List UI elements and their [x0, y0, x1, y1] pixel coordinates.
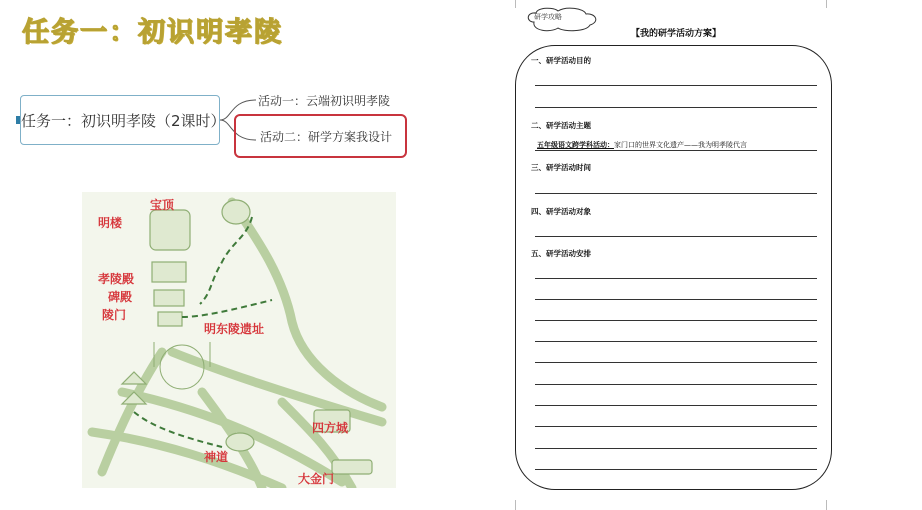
section-theme: 二、研学活动主题 — [531, 121, 591, 130]
answer-line — [535, 193, 817, 194]
map-label-lingmen: 陵门 — [102, 308, 127, 322]
answer-line — [535, 320, 817, 321]
answer-line — [535, 150, 817, 151]
task-node — [20, 95, 226, 145]
answer-line — [535, 278, 817, 279]
map-illustration — [82, 192, 396, 488]
answer-line — [535, 469, 817, 470]
activity-subject — [537, 140, 747, 150]
map-label-sifangcheng: 四方城 — [312, 421, 349, 435]
crop-mark — [826, 500, 827, 510]
tomb-map — [82, 192, 396, 488]
worksheet-title: 【我的研学活动方案】 — [631, 29, 722, 39]
subject-text: 家门口的世界文化遗产——我为明孝陵代言 — [614, 141, 747, 149]
map-label-xiaolingdian: 孝陵殿 — [98, 272, 135, 286]
activity-1: 活动一：云端初识明孝陵 — [258, 94, 391, 108]
map-label-baoding: 宝顶 — [150, 198, 175, 212]
answer-line — [535, 362, 817, 363]
answer-line — [535, 384, 817, 385]
crop-mark — [826, 0, 827, 8]
section-time: 三、研学活动时间 — [531, 163, 591, 172]
map-label-beidian: 碑殿 — [108, 290, 133, 304]
answer-line — [535, 405, 817, 406]
subject-prefix: 五年级语文跨学科活动： — [537, 141, 614, 149]
worksheet-tag: 研学攻略 — [534, 13, 562, 21]
map-label-minglou: 明楼 — [98, 216, 123, 230]
map-label-mingdongling: 明东陵遗址 — [204, 322, 265, 336]
answer-line — [535, 426, 817, 427]
crop-mark — [515, 500, 516, 510]
section-audience: 四、研学活动对象 — [531, 207, 591, 216]
answer-line — [535, 236, 817, 237]
worksheet-frame — [515, 45, 832, 490]
answer-line — [535, 85, 817, 86]
map-label-dajinmen: 大金门 — [298, 472, 335, 486]
answer-line — [535, 299, 817, 300]
answer-line — [535, 107, 817, 108]
section-purpose: 一、研学活动目的 — [531, 56, 591, 65]
task-label: 任务一：初识明孝陵（2课时） — [21, 111, 226, 130]
section-schedule: 五、研学活动安排 — [531, 249, 591, 258]
answer-line — [535, 341, 817, 342]
activity-2-box — [234, 114, 407, 158]
map-label-shendao: 神道 — [204, 450, 229, 464]
crop-mark — [515, 0, 516, 8]
activity-2: 活动二：研学方案我设计 — [260, 129, 393, 144]
answer-line — [535, 448, 817, 449]
slide-title: 任务一：初识明孝陵 — [22, 17, 283, 48]
